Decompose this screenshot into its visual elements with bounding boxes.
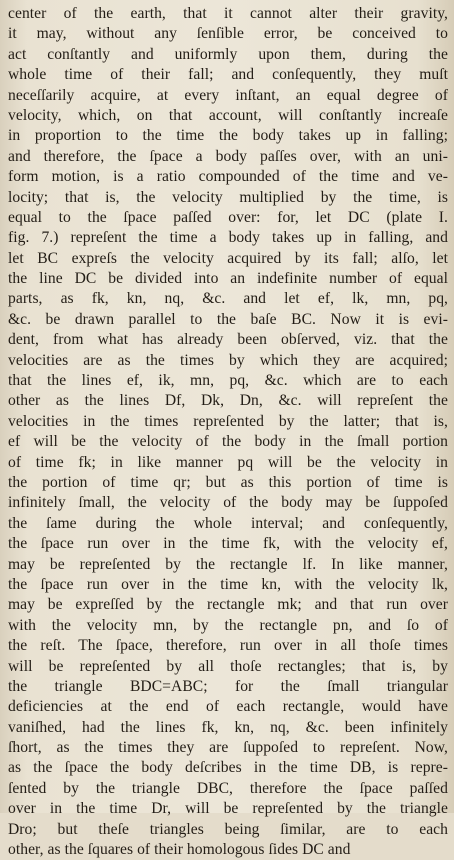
text-line: equal to the ſpace paſſed over: for, let DC (plate I. <box>8 208 448 226</box>
text-line: whole time of their fall; and conſequently, they muſt <box>8 66 448 84</box>
text-line: let BC expreſs the velocity acquired by its fall; alſo, let <box>8 249 448 267</box>
text-line: ſented by the triangle DBC, therefore the ſpace paſſed <box>8 779 448 797</box>
text-line: parts, as fk, kn, nq, &c. and let ef, lk, mn, pq, <box>8 290 448 308</box>
text-line: form motion, is a ratio compounded of the time and ve- <box>8 168 448 186</box>
text-line: the portion of time qr; but as this portion of time is <box>8 473 448 491</box>
text-line: the triangle BDC=ABC; for the ſmall triangular <box>8 677 448 695</box>
text-line: other, as the ſquares of their homologous ſides DC and <box>8 841 351 859</box>
text-line: the ſame during the whole interval; and conſequently, <box>8 514 448 532</box>
text-line: fig. 7.) repreſent the time a body takes up in falling, and <box>8 229 448 247</box>
text-line: ſhort, as the times they are ſuppoſed to repreſent. Now, <box>8 739 448 757</box>
text-line: the ſpace run over in the time fk, with the velocity ef, <box>8 535 448 553</box>
text-line: act conſtantly and uniformly upon them, during the <box>8 45 448 63</box>
text-line: of time fk; in like manner pq will be the velocity in <box>8 453 448 471</box>
text-line: over in the time Dr, will be repreſented by the triangle <box>8 800 448 818</box>
text-line: with the velocity mn, by the rectangle pn, and ſo of <box>8 616 448 634</box>
text-line: vaniſhed, had the lines fk, kn, nq, &c. been infinitely <box>8 718 448 736</box>
text-line: as the ſpace the body deſcribes in the time DB, is repre- <box>8 759 448 777</box>
text-line: it may, without any ſenſible error, be conceived to <box>8 25 448 43</box>
text-line: may be expreſſed by the rectangle mk; and that run over <box>8 596 448 614</box>
text-line: infinitely ſmall, the velocity of the body may be ſuppoſed <box>8 494 448 512</box>
text-line: in proportion to the time the body takes up in falling; <box>8 127 448 145</box>
text-line: the ſpace run over in the time kn, with the velocity lk, <box>8 575 448 593</box>
body-text <box>8 4 448 860</box>
text-line: may be repreſented by the rectangle lf. In like manner, <box>8 555 448 573</box>
text-line: velocity, which, on that account, will conſtantly increaſe <box>8 106 448 124</box>
text-line: center of the earth, that it cannot alter their gravity, <box>8 5 448 22</box>
text-line: that the lines ef, ik, mn, pq, &c. which are to each <box>8 372 448 390</box>
text-line: will be repreſented by all thoſe rectangles; that is, by <box>8 657 448 675</box>
text-line: the line DC be divided into an indefinite number of equal <box>8 270 448 288</box>
text-line: locity; that is, the velocity multiplied by the time, is <box>8 188 448 206</box>
text-line: velocities are as the times by which they are acquired; <box>8 351 448 369</box>
text-line: ef will be the velocity of the body in the ſmall portion <box>8 433 448 451</box>
text-line: other as the lines Df, Dk, Dn, &c. will repreſent the <box>8 392 448 410</box>
text-line: neceſſarily acquire, at every inſtant, an equal degree of <box>8 86 448 104</box>
text-line: velocities in the times repreſented by the latter; that is, <box>8 412 448 430</box>
text-line: dent, from what has already been obſerved, viz. that the <box>8 331 448 349</box>
text-line: and therefore, the ſpace a body paſſes over, with an uni- <box>8 147 448 165</box>
text-line: the reſt. The ſpace, therefore, run over in all thoſe times <box>8 637 448 655</box>
text-line: &c. be drawn parallel to the baſe BC. Now it is evi- <box>8 310 448 328</box>
text-line: Dro; but theſe triangles being ſimilar, are to each <box>8 820 448 838</box>
text-line: deficiencies at the end of each rectangle, would have <box>8 698 448 716</box>
